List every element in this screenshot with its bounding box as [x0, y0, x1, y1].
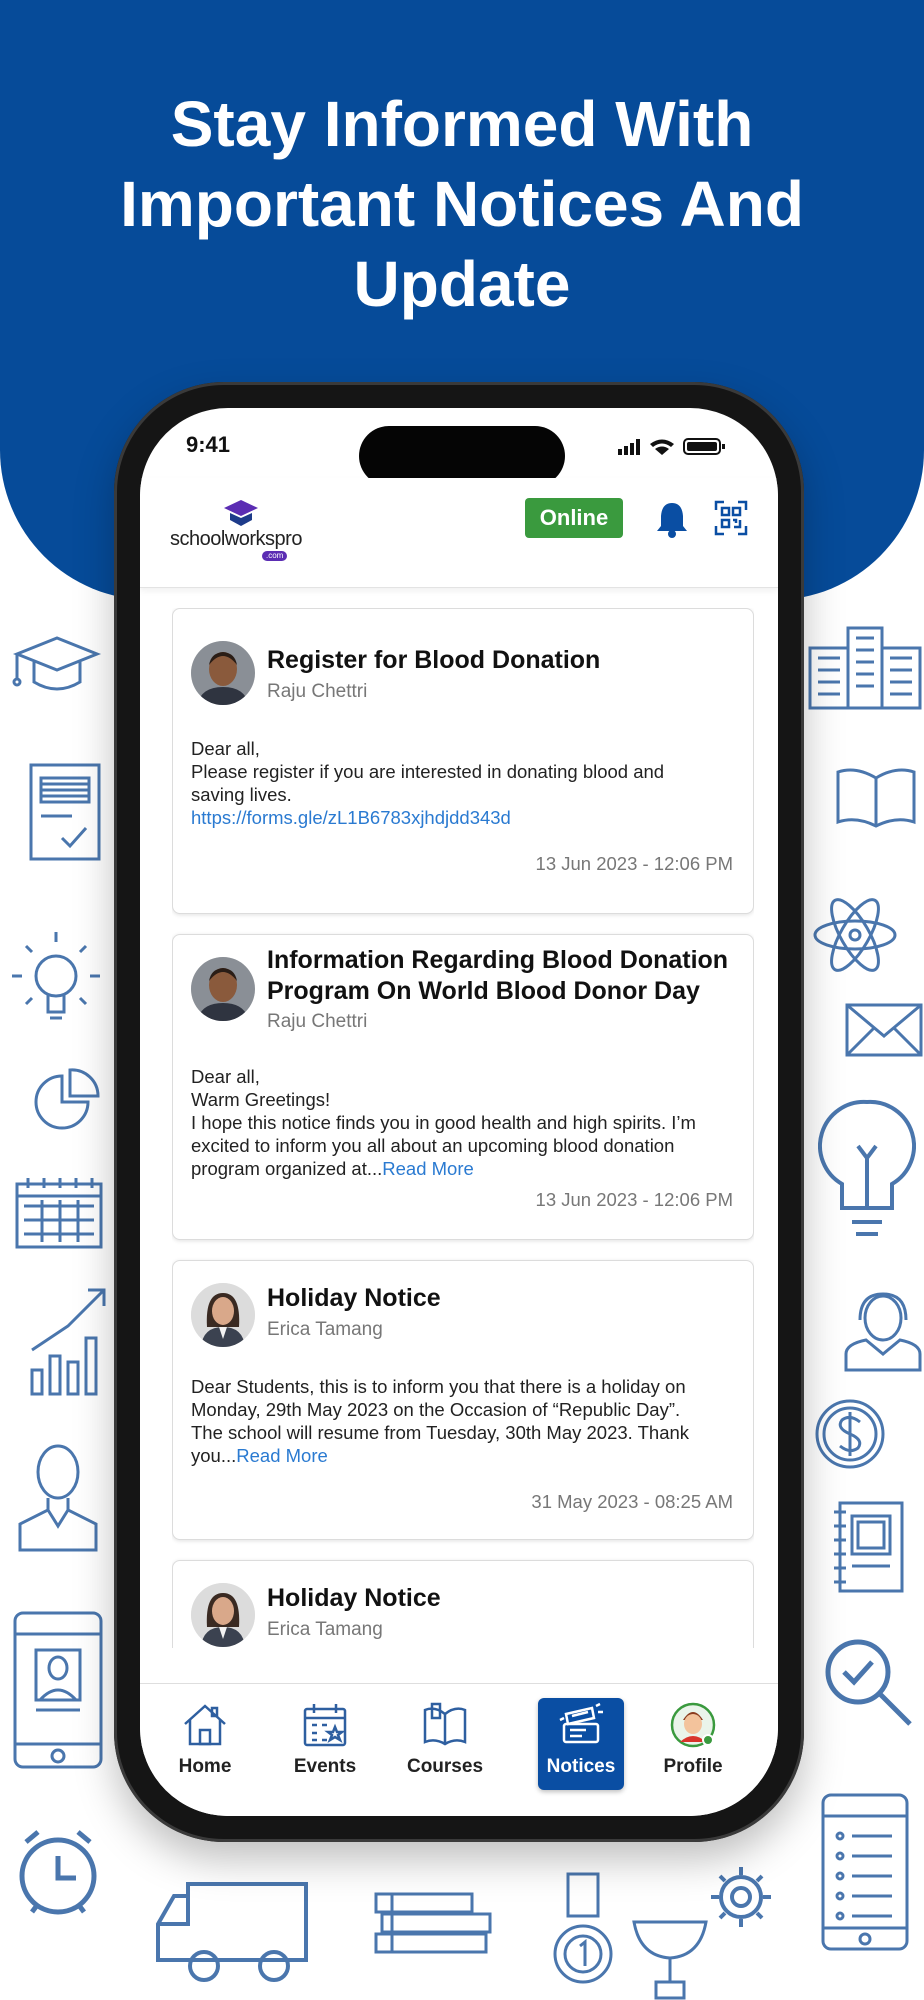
tab-home[interactable]	[160, 1698, 250, 1790]
notice-card[interactable]	[172, 1560, 754, 1648]
growth-chart-icon	[28, 1286, 108, 1398]
notice-title	[267, 945, 737, 1007]
notice-feed[interactable]	[172, 608, 754, 1648]
notice-body-line: Monday, 29th May 2023 on the Occasion of “Republic Day”.	[191, 1399, 681, 1420]
notice-title	[267, 645, 737, 676]
notice-body-line: Please register if you are interested in donating blood and	[191, 761, 665, 782]
notice-card[interactable]	[172, 934, 754, 1240]
headline	[60, 84, 864, 324]
tab-events[interactable]	[280, 1698, 370, 1790]
notice-body-line: I hope this notice finds you in good health and high spirits. I’m	[191, 1112, 696, 1133]
mobile-profile-icon	[12, 1610, 104, 1770]
notice-title-line: Holiday Notice	[267, 1584, 441, 1612]
notice-card[interactable]	[172, 608, 754, 914]
notice-title	[267, 1283, 737, 1314]
calendar-icon	[302, 1702, 348, 1748]
author-avatar	[191, 957, 255, 1021]
notice-title-line: Program On World Blood Donor Day	[267, 977, 700, 1005]
student-icon	[16, 1440, 100, 1554]
qr-scan-icon[interactable]	[714, 500, 748, 536]
logo-text: schoolworkspro	[170, 528, 302, 550]
notice-body-line: excited to inform you all about an upcoming blood donation	[191, 1135, 675, 1156]
notice-body	[191, 1065, 741, 1180]
headline-line: Stay Informed With	[170, 88, 754, 160]
certificate-icon	[28, 762, 102, 862]
pie-chart-icon	[32, 1068, 104, 1130]
notice-date: 13 Jun 2023 - 12:06 PM	[535, 853, 733, 874]
notice-board-icon	[558, 1702, 604, 1748]
tab-label: Courses	[406, 1756, 484, 1777]
light-bulb-icon	[818, 1098, 916, 1240]
notice-body-line: Dear all,	[191, 738, 260, 759]
trophy-cup-icon	[630, 1912, 710, 2000]
book-stack-icon	[372, 1890, 494, 1956]
bell-icon[interactable]	[654, 500, 690, 538]
notice-body-line: program organized at...	[191, 1158, 383, 1179]
idea-bulb-icon	[10, 928, 102, 1028]
registration-link[interactable]: https://forms.gle/zL1B6783xjhdjdd343d	[191, 807, 511, 828]
notice-author: Erica Tamang	[267, 1619, 383, 1640]
tab-label: Profile	[663, 1756, 723, 1777]
notice-body-line: The school will resume from Tuesday, 30th May 2023. Thank	[191, 1422, 690, 1443]
medal-icon	[552, 1870, 614, 1988]
notice-body-line: saving lives.	[191, 784, 292, 805]
notice-body-line: Warm Greetings!	[191, 1089, 331, 1110]
notice-body-line: you...	[191, 1445, 237, 1466]
app-logo[interactable]	[170, 498, 320, 560]
support-agent-icon	[842, 1290, 924, 1372]
read-more-link[interactable]: Read More	[236, 1445, 328, 1466]
notice-author: Raju Chettri	[267, 1011, 368, 1032]
tab-label: Notices	[546, 1756, 616, 1777]
app-header	[140, 478, 778, 588]
status-time: 9:41	[186, 432, 231, 457]
bottom-tab-bar	[140, 1683, 778, 1816]
notice-author: Erica Tamang	[267, 1319, 383, 1340]
read-more-link[interactable]: Read More	[382, 1158, 474, 1179]
logo-domain: .com	[262, 551, 287, 561]
tab-courses[interactable]	[400, 1698, 490, 1790]
notice-title-line: Information Regarding Blood Donation	[267, 946, 729, 974]
author-avatar	[191, 1283, 255, 1347]
status-icons	[616, 436, 728, 456]
magnifier-check-icon	[822, 1636, 914, 1728]
status-bar	[140, 408, 778, 478]
headline-line: Important Notices And	[120, 168, 804, 240]
phone-mockup	[114, 382, 804, 1842]
gear-icon	[708, 1864, 774, 1930]
tab-notices[interactable]	[538, 1698, 624, 1790]
tab-label: Home	[178, 1756, 232, 1777]
author-avatar	[191, 641, 255, 705]
notice-title	[267, 1583, 737, 1614]
open-book-icon	[834, 764, 918, 830]
signal-wifi-battery-icon	[616, 436, 728, 456]
mobile-checklist-icon	[820, 1792, 910, 1952]
notice-body-line: Dear all,	[191, 1066, 260, 1087]
tab-label: Events	[293, 1756, 357, 1777]
headline-line: Update	[353, 248, 571, 320]
online-status-button[interactable]: Online	[525, 498, 623, 538]
notice-date: 31 May 2023 - 08:25 AM	[531, 1491, 733, 1512]
author-avatar	[191, 1583, 255, 1647]
delivery-truck-icon	[154, 1880, 310, 1988]
calendar-grid-icon	[14, 1176, 104, 1250]
notice-author: Raju Chettri	[267, 681, 368, 702]
notice-title-line: Holiday Notice	[267, 1284, 441, 1312]
logo-mark-icon	[222, 498, 260, 528]
notice-body-line: Dear Students, this is to inform you that there is a holiday on	[191, 1376, 686, 1397]
notice-card[interactable]	[172, 1260, 754, 1540]
alarm-clock-icon	[14, 1828, 102, 1918]
dynamic-island	[359, 426, 565, 486]
notice-body	[191, 1375, 741, 1467]
atom-icon	[812, 886, 898, 984]
notice-date: 13 Jun 2023 - 12:06 PM	[535, 1189, 733, 1210]
notebook-icon	[830, 1500, 906, 1594]
tab-profile[interactable]	[648, 1698, 738, 1790]
building-icon	[808, 624, 922, 710]
phone-screen	[140, 408, 778, 1816]
dollar-coin-icon	[814, 1398, 886, 1470]
home-icon	[182, 1702, 228, 1748]
notice-title-line: Register for Blood Donation	[267, 646, 601, 674]
avatar-icon	[670, 1702, 716, 1748]
book-icon	[422, 1702, 468, 1748]
notice-body	[191, 737, 741, 829]
envelope-icon	[844, 1002, 924, 1058]
graduation-cap-icon	[12, 632, 102, 698]
